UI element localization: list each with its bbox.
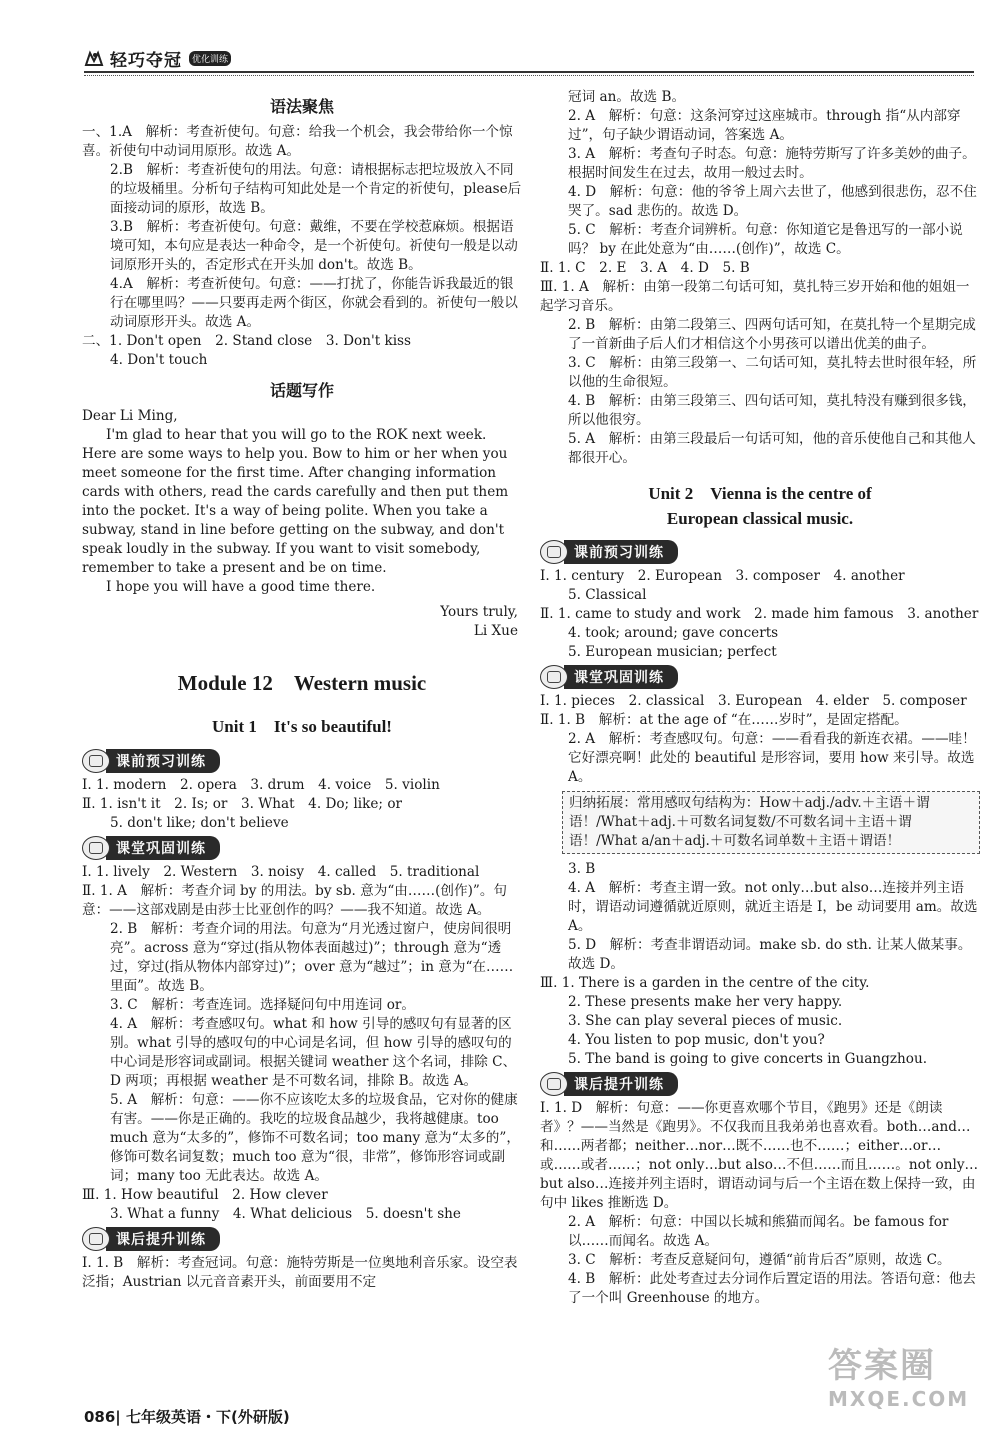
unit2-title	[540, 482, 980, 531]
answer-line: 5. don't like; don't believe	[110, 814, 289, 831]
banner-icon	[82, 749, 110, 773]
answer-item: Ⅲ. 1. A 解析：由第一段第二句话可知，莫扎特三岁开始和他的姐姐一起学习音乐。	[540, 279, 970, 314]
banner-label: 课堂巩固训练	[106, 836, 220, 860]
banner-label: 课前预习训练	[564, 540, 678, 564]
answer-item: 2. B 解析：考查介词的用法。句意为“月光透过窗户，使房间很明亮”。across 意为“穿过(指从物体表面越过)”；through 意为“透过，穿过(指从物体内部穿过)”；over 意为“越过”；in 意为“在……里面”。故选 B。	[110, 920, 514, 994]
answer-item: 4. B 解析：此处考查过去分词作后置定语的用法。答语句意：他去了一个叫 Greenhouse 的地方。	[568, 1271, 976, 1307]
watermark-top: 答案圈	[828, 1346, 936, 1386]
answer-line: 2. These presents make her very happy.	[568, 994, 843, 1011]
answer-line: 3. What a funny 4. What delicious 5. doesn't she	[110, 1205, 461, 1222]
banner-label: 课堂巩固训练	[564, 665, 678, 689]
answer-item: 2. A 解析：句意：中国以长城和熊猫而闻名。be famous for 以……而闻名。故选 A。	[568, 1214, 949, 1250]
answer-line: Ⅱ. 1. came to study and work 2. made him famous 3. another	[540, 606, 979, 623]
answer-line: Ⅱ. 1. C 2. E 3. A 4. D 5. B	[540, 260, 750, 276]
answer-item: 5. D 解析：考查非谓语动词。make sb. do sth. 让某人做某事。故选 D。	[568, 937, 972, 973]
header-dotted-rule	[84, 75, 974, 76]
answer-item: 3. C 解析：由第三段第一、二句话可知，莫扎特去世时很年轻，所以他的生命很短。	[568, 355, 977, 390]
answer-item: 3. C 解析：考查连词。选择疑问句中用连词 or。	[110, 996, 415, 1013]
answer-item: 3. C 解析：考查反意疑问句，遵循“前肯后否”原则，故选 C。	[568, 1252, 951, 1269]
answer-line: 5. The band is going to give concerts in Guangzhou.	[568, 1051, 928, 1068]
answer-line: 4. took; around; gave concerts	[568, 625, 779, 642]
letter-body: I'm glad to hear that you will go to the ROK next week. Here are some ways to help you. Bow to him or her when you meet someone for the first time. After changing information cards with others, read the cards carefully and then put them into the pocket. It's a way of being polite. When you take a subway, stand in line before getting on the subway, and don't speak loudly in the subway. If you want to visit somebody, remember to take a present and be on time.	[82, 427, 509, 576]
banner-label: 课后提升训练	[106, 1227, 220, 1251]
answer-line: Ⅰ. 1. pieces 2. classical 3. European 4. elder 5. composer	[540, 693, 967, 710]
answer-line: 4. You listen to pop music, don't you?	[568, 1032, 825, 1049]
answer-item: Ⅰ. 1. B 解析：考查冠词。句意：施特劳斯是一位奥地利音乐家。设空表泛指；Austrian 以元音音素开头，前面要用不定	[82, 1254, 518, 1290]
unit2-title-line1: Unit 2 Vienna is the centre of	[648, 484, 872, 503]
banner-icon	[82, 1227, 110, 1251]
grammar-item: 4.A 解析：考查祈使句。句意：——打扰了，你能告诉我最近的银行在哪里吗？——只要再走两个街区，你就会看到的。祈使句一般以动词原形开头。故选 A。	[110, 276, 518, 330]
grammar-item: 2.B 解析：考查祈使句的用法。句意：请根据标志把垃圾放入不同的垃圾桶里。分析句子结构可知此处是一个肯定的祈使句，please后面接动词的原形，故选 B。	[110, 162, 522, 216]
unit1-title: Unit 1 It's so beautiful!	[212, 717, 392, 736]
watermark	[828, 1338, 978, 1428]
section-banner	[540, 666, 980, 688]
section-banner	[82, 750, 522, 772]
unit2-title-line2: European classical music.	[666, 508, 854, 528]
grammar-item: 3.B 解析：考查祈使句。句意：戴维，不要在学校惹麻烦。根据语境可知，本句应是表达一种命令，是一个祈使句。祈使句一般是以动词原形开头的，否定形式在开头加 don't。故选 B。	[110, 219, 518, 273]
answer-line: 5. Classical	[568, 587, 647, 604]
answer-item: 4. A 解析：考查主谓一致。not only…but also…连接并列主语时，谓语动词遵循就近原则，就近主语是 I，be 动词要用 am。故选 A。	[568, 880, 978, 935]
grammar-item: 一、1.A 解析：考查祈使句。句意：给我一个机会，我会带给你一个惊喜。祈使句中动词用原形。故选 A。	[82, 124, 513, 159]
banner-label: 课后提升训练	[564, 1072, 678, 1096]
brand-name: 轻巧夺冠	[110, 51, 182, 71]
brand	[84, 46, 231, 71]
page-footer: 086| 七年级英语・下(外研版)	[84, 1408, 290, 1426]
answer-item: 2. A 解析：句意：这条河穿过这座城市。through 指“从内部穿过”，句子缺少谓语动词，答案选 A。	[568, 108, 961, 143]
watermark-bottom: MXQE.COM	[828, 1387, 970, 1411]
answer-item: 4. B 解析：由第三段第三、四句话可知，莫扎特没有赚到很多钱，所以他很穷。	[568, 393, 976, 428]
answer-line: 3. B	[568, 861, 596, 878]
answer-line: Ⅱ. 1. isn't it 2. Is; or 3. What 4. Do; like; or	[82, 795, 403, 812]
answer-item: 4. D 解析：句意：他的爷爷上周六去世了，他感到很悲伤，忍不住哭了。sad 悲伤的。故选 D。	[568, 184, 977, 219]
section-banner	[82, 837, 522, 859]
page-header	[84, 42, 974, 78]
section-banner	[82, 1228, 522, 1250]
section-banner	[540, 1073, 980, 1095]
summary-note-box: 归纳拓展：常用感叹句结构为：How＋adj./adv.＋主语＋谓语！/What＋adj.＋可数名词复数/不可数名词＋主语＋谓语！/What a/an＋adj.＋可数名词单数＋主语＋谓语！	[562, 791, 980, 854]
answer-item: 2. A 解析：考查感叹句。句意：——看看我的新连衣裙。——哇！它好漂亮啊！此处的 beautiful 是形容词，要用 how 来引导。故选 A。	[568, 731, 976, 786]
answer-line: 5. European musician; perfect	[568, 644, 777, 661]
letter-signature: Li Xue	[473, 623, 518, 639]
answer-line: Ⅲ. 1. How beautiful 2. How clever	[82, 1186, 328, 1203]
answer-line: Ⅲ. 1. There is a garden in the centre of the city.	[540, 975, 870, 992]
letter-closing: Yours truly,	[440, 604, 518, 620]
answer-item: 5. C 解析：考查介词辨析。句意：你知道它是鲁迅写的一部小说吗？ by 在此处意为“由……(创作)”，故选 C。	[568, 222, 963, 257]
brand-subtitle: 优化训练	[189, 51, 231, 66]
answer-item: 3. A 解析：考查句子时态。句意：施特劳斯写了许多美妙的曲子。根据时间发生在过去，故用一般过去时。	[568, 146, 976, 181]
answer-line: Ⅰ. 1. modern 2. opera 3. drum 4. voice 5. violin	[82, 776, 440, 793]
grammar-title: 语法聚焦	[269, 97, 334, 116]
header-rule	[84, 71, 974, 73]
grammar-part2: 4. Don't touch	[110, 352, 208, 368]
letter-body: I hope you will have a good time there.	[106, 579, 376, 595]
answer-line: Ⅱ. 1. B 解析：at the age of “在……岁时”，是固定搭配。	[540, 712, 908, 729]
section-banner	[540, 541, 980, 563]
right-column	[540, 88, 980, 1308]
banner-icon	[82, 836, 110, 860]
brand-logo-icon	[84, 50, 106, 68]
answer-line: Ⅰ. 1. lively 2. Western 3. noisy 4. called 5. traditional	[82, 863, 480, 880]
module-title: Module 12 Western music	[177, 671, 427, 695]
answer-item: Ⅰ. 1. D 解析：句意：——你更喜欢哪个节目，《跑男》还是《朗读者》？——当然是《跑男》。不仅我而且我弟弟也喜欢看。both…and…和……两者都；neither…nor…既不……也不……；either…or…或……或者……；not only…but also…不但……而且……。not only…but also…连接并列主语时，谓语动词与后一个主语在数上保持一致，由句中 likes 推断选 D。	[540, 1100, 979, 1212]
answer-item: 4. A 解析：考查感叹句。what 和 how 引导的感叹句有显著的区别。what 引导的感叹句的中心词是名词，但 how 引导的感叹句的中心词是形容词或副词。根据关键词 weather 这个名词，排除 C、D 两项；再根据 weather 是不可数名词，排除 B。故选 A。	[110, 1015, 517, 1089]
answer-item: 冠词 an。故选 B。	[568, 89, 686, 105]
answer-line: 3. She can play several pieces of music.	[568, 1013, 843, 1030]
answer-item: 5. A 解析：句意：——你不应该吃太多的垃圾食品，它对你的健康有害。——你是正确的。我吃的垃圾食品越少，我将越健康。too much 意为“太多的”，修饰不可数名词；too many 意为“太多的”，修饰可数名词复数；much too 意为“很，非常”，修饰形容词或副词；many too 无此表达。故选 A。	[110, 1091, 520, 1184]
answer-item: Ⅱ. 1. A 解析：考查介词 by 的用法。by sb. 意为“由……(创作)”。句意：——这部戏剧是由莎士比亚创作的吗？——我不知道。故选 A。	[82, 882, 508, 918]
letter-greeting: Dear Li Ming,	[82, 408, 178, 424]
writing-title: 话题写作	[269, 381, 334, 400]
answer-item: 2. B 解析：由第二段第三、四两句话可知，在莫扎特一个星期完成了一首新曲子后人们才相信这个小男孩可以谱出优美的曲子。	[568, 317, 976, 352]
grammar-part2: 二、1. Don't open 2. Stand close 3. Don't kiss	[82, 333, 412, 349]
banner-label: 课前预习训练	[106, 749, 220, 773]
answer-item: 5. A 解析：由第三段最后一句话可知，他的音乐使他自己和其他人都很开心。	[568, 431, 976, 466]
answer-line: Ⅰ. 1. century 2. European 3. composer 4. another	[540, 568, 905, 585]
left-column	[82, 88, 522, 1292]
